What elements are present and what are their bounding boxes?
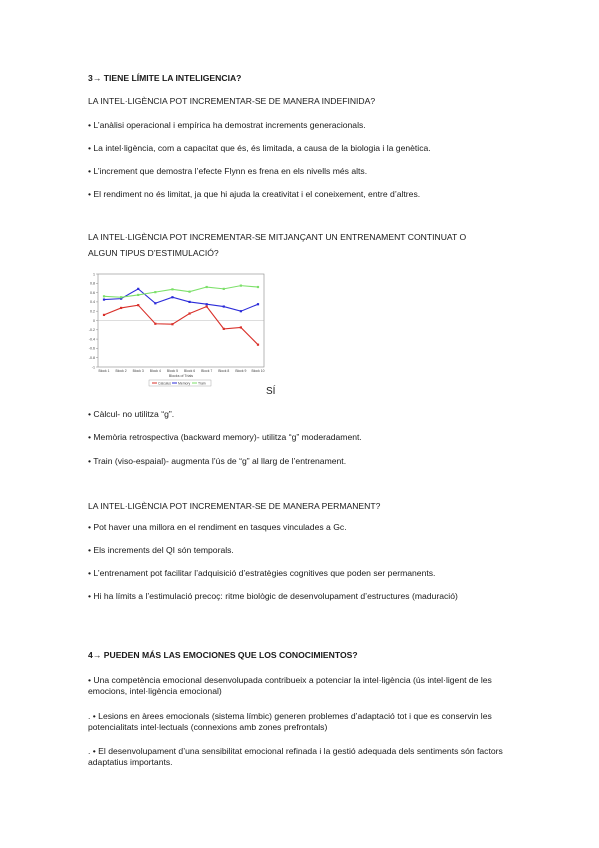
question-indefinite: LA INTEL·LIGÈNCIA POT INCREMENTAR-SE DE MANERA INDEFINIDA?: [88, 96, 376, 106]
list-item: • Hi ha límits a l’estimulació precoç: ritme biològic de desenvolupament d’estructures (maduració): [88, 591, 458, 601]
legend-label: Calculus: [158, 381, 172, 386]
list-item: • L’anàlisi operacional i empírica ha demostrat increments generacionals.: [88, 120, 366, 130]
legend-label: Train: [198, 381, 206, 386]
answer-yes: SÍ: [266, 386, 276, 397]
x-tick-label: Block 2: [115, 369, 127, 373]
section3-heading: 3→ TIENE LÍMITE LA INTELIGENCIA?: [88, 73, 242, 83]
x-tick-label: Block 3: [132, 369, 144, 373]
data-point-train: [154, 291, 156, 293]
list-item: • Train (viso-espaial)- augmenta l’ús de “g” al llarg de l’entrenament.: [88, 456, 347, 466]
x-tick-label: Block 4: [149, 369, 161, 373]
data-point-calculus: [223, 328, 225, 330]
data-point-memory: [223, 305, 225, 307]
data-point-memory: [137, 288, 139, 290]
training-line-chart: [86, 270, 270, 398]
list-item: • L’entrenament pot facilitar l’adquisició d’estratègies cognitives que poden ser permanents.: [88, 568, 436, 578]
question-training-line1: LA INTEL·LIGÈNCIA POT INCREMENTAR-SE MITJANÇANT UN ENTRENAMENT CONTINUAT O: [88, 232, 467, 242]
list-item: • L’increment que demostra l’efecte Flynn es frena en els nivells més alts.: [88, 166, 368, 176]
data-point-train: [120, 296, 122, 298]
x-tick-label: Block 9: [235, 369, 247, 373]
x-tick-label: Block 1: [98, 369, 110, 373]
list-item: . • El desenvolupament d’una sensibilitat emocional refinada i la gestió adequada dels sentiments són factors adaptatius importants.: [88, 746, 503, 767]
y-tick-label: -0.8: [88, 356, 95, 360]
list-item: • El rendiment no és limitat, ja que hi ajuda la creativitat i el coneixement, entre d’altres.: [88, 189, 421, 199]
x-tick-label: Block 6: [183, 369, 196, 373]
section4-heading: 4→ PUEDEN MÁS LAS EMOCIONES QUE LOS CONOCIMIENTOS?: [88, 650, 358, 660]
data-point-memory: [240, 310, 242, 312]
x-axis-label: Blocks of Trials: [168, 374, 194, 378]
data-point-memory: [103, 298, 105, 300]
data-point-train: [206, 286, 208, 288]
y-tick-label: 0.8: [90, 281, 95, 286]
data-point-calculus: [257, 344, 259, 346]
list-item: • Una competència emocional desenvolupada contribueix a potenciar la intel·ligència (ús intel·ligent de les emocions, intel·ligència emocional): [88, 675, 492, 696]
y-tick-label: -1: [91, 365, 95, 370]
data-point-train: [103, 295, 105, 297]
data-point-memory: [206, 303, 208, 305]
data-point-train: [257, 286, 259, 288]
y-tick-label: -0.4: [88, 337, 95, 342]
data-point-memory: [171, 296, 173, 298]
data-point-train: [223, 288, 225, 290]
list-item: • Pot haver una millora en el rendiment en tasques vinculades a Gc.: [88, 522, 347, 532]
y-tick-label: 0.6: [90, 290, 95, 295]
data-point-calculus: [240, 326, 242, 328]
question-training-line2: ALGUN TIPUS D’ESTIMULACIÓ?: [88, 248, 219, 258]
data-point-calculus: [206, 305, 208, 307]
data-point-train: [137, 294, 139, 296]
data-point-memory: [257, 303, 259, 305]
data-point-calculus: [154, 323, 156, 325]
y-tick-label: -0.6: [88, 346, 95, 351]
data-point-calculus: [120, 307, 122, 309]
data-point-calculus: [103, 314, 105, 316]
data-point-memory: [154, 302, 156, 304]
y-tick-label: 0: [93, 318, 95, 323]
list-item: • La intel·ligència, com a capacitat que és, és limitada, a causa de la biologia i la genètica.: [88, 143, 431, 153]
legend-label: Memory: [178, 381, 191, 386]
list-item: . • Lesions en àrees emocionals (sistema límbic) generen problemes d’adaptació tot i que es conservin les potencialitats intel·lectuals (connexions amb zones prefrontals): [88, 711, 492, 732]
list-item: • Càlcul- no utilitza “g”.: [88, 409, 175, 419]
data-point-train: [188, 291, 190, 293]
x-tick-label: Block 10: [251, 369, 265, 373]
x-tick-label: Block 5: [166, 369, 179, 373]
data-point-calculus: [137, 304, 139, 306]
list-item: • Memòria retrospectiva (backward memory)- utilitza “g” moderadament.: [88, 432, 362, 442]
data-point-memory: [188, 301, 190, 303]
y-tick-label: 0.4: [90, 300, 95, 305]
data-point-calculus: [188, 312, 190, 314]
question-permanent: LA INTEL·LIGÈNCIA POT INCREMENTAR-SE DE MANERA PERMANENT?: [88, 501, 381, 511]
data-point-calculus: [171, 323, 173, 325]
y-tick-label: -0.2: [88, 328, 95, 333]
x-tick-label: Block 7: [201, 369, 213, 373]
y-tick-label: 0.2: [90, 309, 95, 314]
x-tick-label: Block 8: [218, 369, 230, 373]
y-tick-label: 1: [93, 272, 95, 277]
list-item: • Els increments del QI són temporals.: [88, 545, 234, 555]
data-point-train: [240, 285, 242, 287]
data-point-train: [171, 288, 173, 290]
